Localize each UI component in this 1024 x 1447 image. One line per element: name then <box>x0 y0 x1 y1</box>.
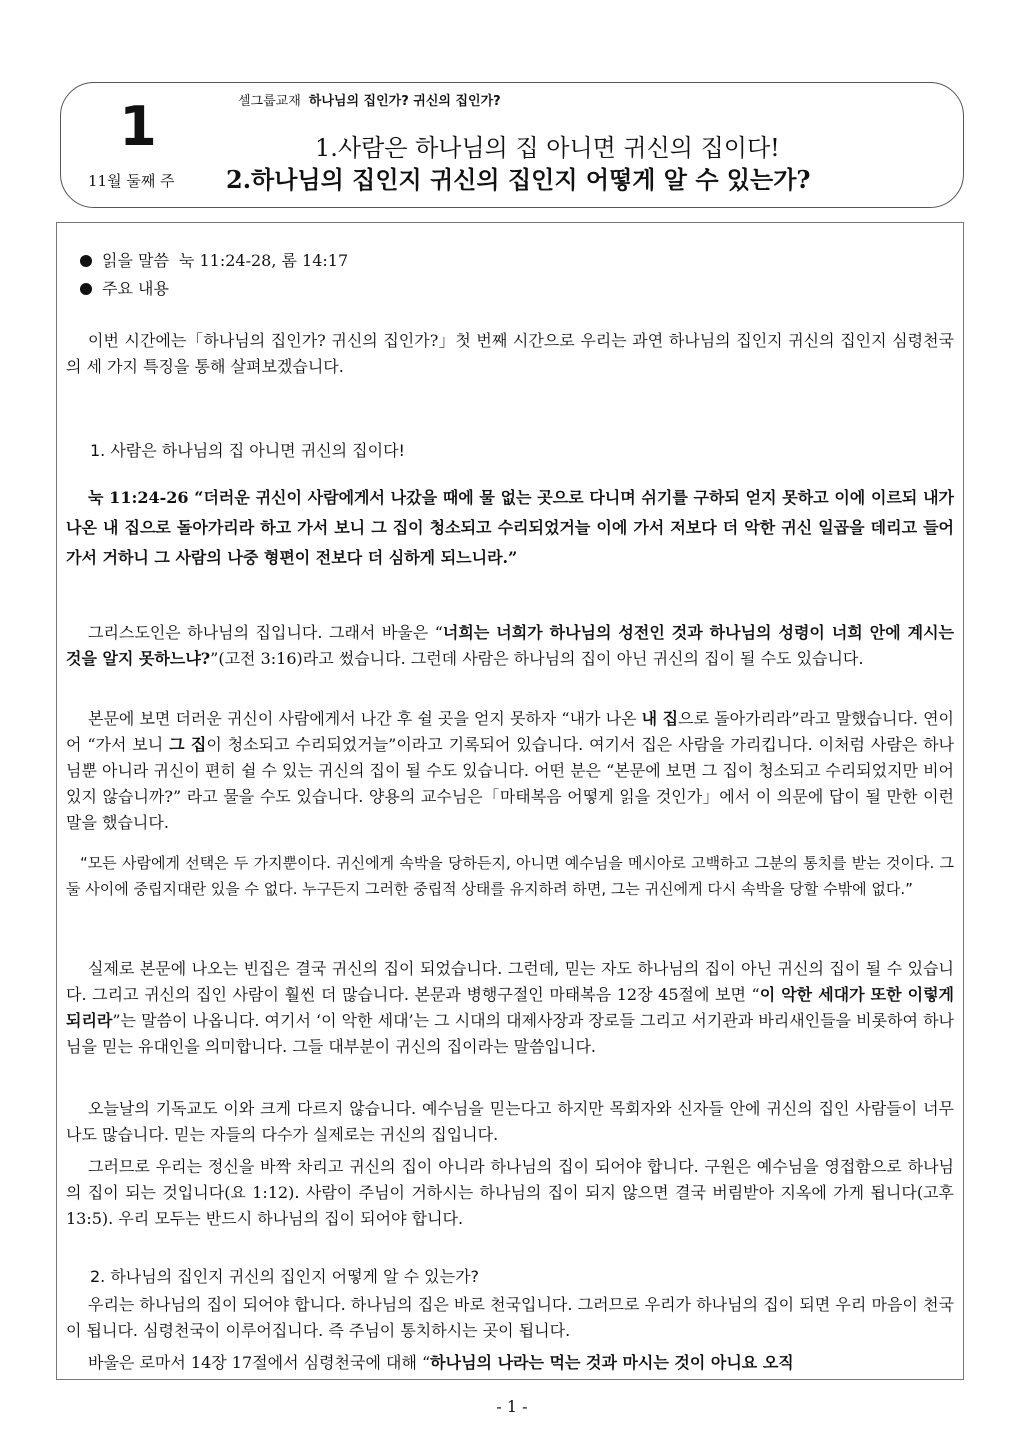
reading-bullet <box>80 248 348 274</box>
section-1-quote: “모든 사람에게 선택은 두 가지뿐이다. 귀신에게 속박을 당하든지, 아니면 예수님을 메시아로 고백하고 그분의 통치를 받는 것이다. 그 둘 사이에 중립지대란 있을 수 없다. 누구든지 그러한 중립적 상태를 유지하려 하면, 그는 귀신에게 다시 속박을 당할 수밖에 없다.” <box>66 854 954 898</box>
section-1-paragraph-1: 그리스도인은 하나님의 집입니다. 그래서 바울은 “너희는 너희가 하나님의 성전인 것과 하나님의 성령이 너희 안에 계시는 것을 알지 못하느냐?”(고전 3:16)라고 썼습니다. 그런데 사람은 하나님의 집이 아닌 귀신의 집이 될 수도 있습니다. <box>66 623 955 668</box>
page-title-line-2: 2.하나님의 집인지 귀신의 집인지 어떻게 알 수 있는가? <box>226 165 811 194</box>
section-2-paragraph-2: 바울은 로마서 14장 17절에서 심령천국에 대해 “하나님의 나라는 먹는 것과 마시는 것이 아니요 오직 <box>88 1353 794 1372</box>
section-2-heading: 2. 하나님의 집인지 귀신의 집인지 어떻게 알 수 있는가? <box>90 1267 480 1286</box>
bold-quote: 너희는 너희가 하나님의 성전인 것과 하나님의 성령이 너희 안에 계시는 것을 알지 못하느냐? <box>66 623 955 668</box>
bullet-dot-icon <box>80 255 92 267</box>
reading-label: 읽을 말씀 <box>102 251 169 270</box>
intro-paragraph: 이번 시간에는「하나님의 집인가? 귀신의 집인가?」첫 번째 시간으로 우리는 과연 하나님의 집인지 귀신의 집인지 심령천국의 세 가지 특징을 통해 살펴보겠습니다. <box>66 331 954 376</box>
week-label: 11월 둘째 주 <box>88 172 175 190</box>
bullet-dot-icon <box>80 283 92 295</box>
main-content-bullet <box>80 276 169 302</box>
main-content-label: 주요 내용 <box>102 279 169 298</box>
reading-reference: 눅 11:24-28, 롬 14:17 <box>178 251 349 270</box>
section-1-paragraph-3: 실제로 본문에 나오는 빈집은 결국 귀신의 집이 되었습니다. 그런데, 믿는 자도 하나님의 집이 아닌 귀신의 집이 될 수 있습니다. 그리고 귀신의 집인 사람이 훨씬 더 많습니다. 본문과 병행구절인 마태복음 12장 45절에 보면 “이 악한 세대가 또한 이렇게 되리라”는 말씀이 나옵니다. 여기서 ‘이 악한 세대’는 그 시대의 대제사장과 장로들 그리고 서기관과 바리새인들을 비롯하여 하나님을 믿는 유대인을 의미합니다. 그들 대부분이 귀신의 집이라는 말씀입니다. <box>66 959 954 1056</box>
verse-text: “더러운 귀신이 사람에게서 나갔을 때에 물 없는 곳으로 다니며 쉬기를 구하되 얻지 못하고 이에 이르되 내가 나온 내 집으로 돌아가리라 하고 가서 보니 그 집이 청소되고 수리되었거늘 이에 가서 저보다 더 악한 귀신 일곱을 데리고 들어가서 거하니 그 사람의 나중 형편이 전보다 더 심하게 되느니라.” <box>66 488 954 567</box>
lesson-number: 1 <box>119 95 157 158</box>
series-name: 하나님의 집인가? 귀신의 집인가? <box>308 94 501 109</box>
section-1-paragraph-2: 본문에 보면 더러운 귀신이 사람에게서 나간 후 쉴 곳을 얻지 못하자 “내가 나온 내 집으로 돌아가리라”라고 말했습니다. 연이어 “가서 보니 그 집이 청소되고 수리되었거늘”이라고 기록되어 있습니다. 여기서 집은 사람을 가리킵니다. 이처럼 사람은 하나님뿐 아니라 귀신이 편히 쉴 수 있는 귀신의 집이 될 수도 있습니다. 어떤 분은 “본문에 보면 그 집이 청소되고 수리되었지만 비어 있지 않습니까?” 라고 물을 수도 있습니다. 양용의 교수님은「마태복음 어떻게 읽을 것인가」에서 이 의문에 답이 될 만한 이런 말을 했습니다. <box>66 709 955 832</box>
section-2-paragraph-1: 우리는 하나님의 집이 되어야 합니다. 하나님의 집은 바로 천국입니다. 그러므로 우리가 하나님의 집이 되면 우리 마음이 천국이 됩니다. 심령천국이 이루어집니다. 즉 주님이 통치하시는 곳이 됩니다. <box>66 1295 954 1340</box>
section-1-paragraph-4: 오늘날의 기독교도 이와 크게 다르지 않습니다. 예수님을 믿는다고 하지만 목회자와 신자들 안에 귀신의 집인 사람들이 너무나도 많습니다. 믿는 자들의 다수가 실제로는 귀신의 집입니다. <box>66 1099 954 1144</box>
section-1-heading: 1. 사람은 하나님의 집 아니면 귀신의 집이다! <box>90 441 405 460</box>
section-1-verse <box>66 483 954 573</box>
section-1-paragraph-5: 그러므로 우리는 정신을 바짝 차리고 귀신의 집이 아니라 하나님의 집이 되어야 합니다. 구원은 예수님을 영접함으로 하나님의 집이 되는 것입니다(요 1:12). 사람이 주님이 거하시는 하나님의 집이 되지 않으면 결국 버림받아 지옥에 가게 됩니다(고후 13:5). 우리 모두는 반드시 하나님의 집이 되어야 합니다. <box>66 1157 954 1228</box>
series-title <box>238 93 501 111</box>
series-label: 셀그룹교재 <box>238 94 301 109</box>
page-number: - 1 - <box>496 1397 528 1416</box>
verse-reference: 눅 11:24-26 <box>88 488 189 507</box>
page-title-line-1: 1.사람은 하나님의 집 아니면 귀신의 집이다! <box>315 134 780 162</box>
